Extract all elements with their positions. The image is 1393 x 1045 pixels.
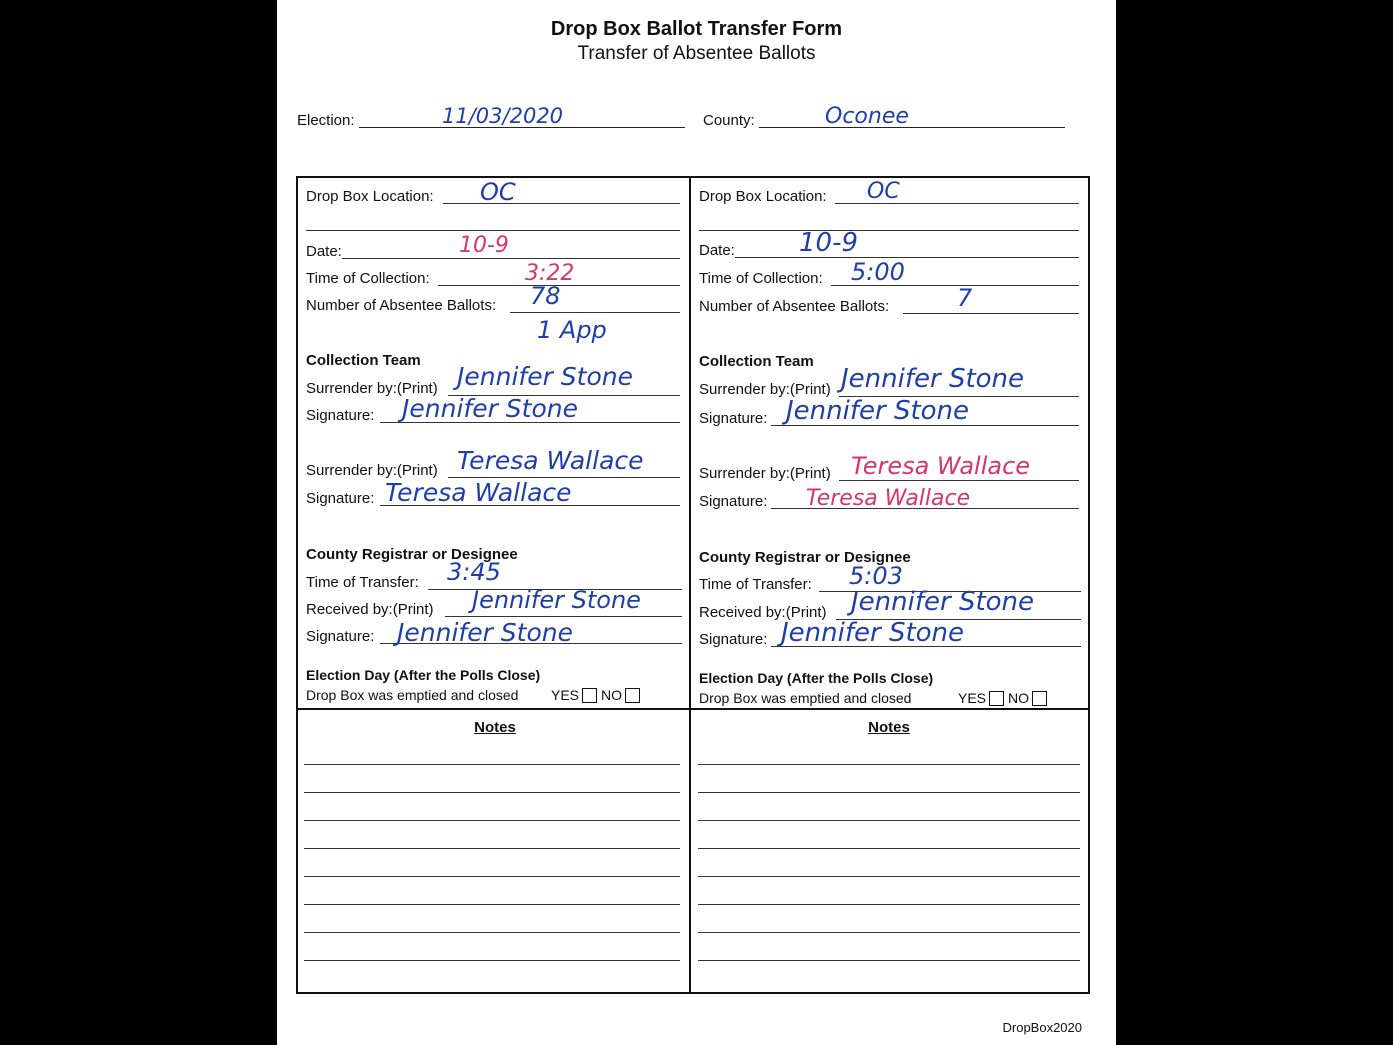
notes-line: [304, 932, 680, 933]
surrender1-signature: Jennifer Stone: [402, 394, 578, 423]
location-label: Drop Box Location:: [699, 188, 827, 205]
form-page: [277, 0, 1116, 1045]
received-line: [445, 616, 682, 617]
surrender2-print: Teresa Wallace: [457, 446, 644, 475]
surrender2-print: Teresa Wallace: [851, 452, 1031, 480]
yes-no-group: [958, 690, 1051, 706]
notes-line: [304, 764, 680, 765]
notes-heading: Notes: [474, 719, 516, 736]
yes-label: YES: [551, 687, 580, 703]
registrar-heading: County Registrar or Designee: [699, 549, 911, 566]
election-value: 11/03/2020: [442, 104, 564, 128]
registrar-heading: County Registrar or Designee: [306, 546, 518, 563]
num-ballots-value: 7: [957, 284, 973, 312]
election-day-heading: Election Day (After the Polls Close): [699, 670, 934, 686]
notes-line: [698, 960, 1080, 961]
date-label: Date:: [306, 243, 342, 260]
notes-line: [698, 792, 1080, 793]
date-label: Date:: [699, 242, 735, 259]
surrender1-signature: Jennifer Stone: [786, 396, 970, 426]
surrender2-signature: Teresa Wallace: [385, 478, 572, 507]
yes-checkbox[interactable]: [989, 691, 1004, 706]
received-label: Received by:(Print): [699, 604, 827, 621]
collection-team-heading: Collection Team: [306, 352, 421, 369]
surrender1-sig-label: Signature:: [306, 407, 375, 424]
location-value: OC: [867, 179, 900, 204]
surrender1-print: Jennifer Stone: [457, 362, 633, 391]
notes-line: [304, 960, 680, 961]
election-day-heading: Election Day (After the Polls Close): [306, 667, 541, 683]
yes-no-group: [551, 687, 644, 703]
no-label: NO: [1008, 690, 1030, 706]
received-sig-label: Signature:: [699, 631, 768, 648]
received-print: Jennifer Stone: [851, 587, 1035, 617]
time-collection-value: 3:22: [525, 261, 575, 286]
surrender1-print: Jennifer Stone: [841, 364, 1025, 394]
time-collection-value: 5:00: [851, 258, 905, 286]
notes-line: [304, 876, 680, 877]
surrender1-label: Surrender by:(Print): [699, 381, 831, 398]
no-label: NO: [601, 687, 623, 703]
notes-line: [698, 876, 1080, 877]
entry-column-1: [297, 176, 693, 994]
date-line: [342, 258, 680, 259]
surrender1-sig-label: Signature:: [699, 410, 768, 427]
notes-heading: Notes: [868, 719, 910, 736]
notes-line: [304, 904, 680, 905]
county-value: Oconee: [825, 104, 909, 129]
received-signature: Jennifer Stone: [397, 618, 573, 647]
no-checkbox[interactable]: [625, 688, 640, 703]
form-subtitle: Transfer of Absentee Ballots: [577, 43, 816, 64]
time-collection-label: Time of Collection:: [699, 270, 823, 287]
time-transfer-label: Time of Transfer:: [306, 574, 419, 591]
num-ballots-line: [903, 313, 1079, 314]
surrender1-label: Surrender by:(Print): [306, 380, 438, 397]
num-ballots-value: 78: [530, 282, 561, 310]
extra-note: 1 App: [537, 316, 607, 344]
notes-line: [698, 904, 1080, 905]
time-transfer-value: 5:03: [849, 562, 903, 590]
notes-line: [698, 848, 1080, 849]
num-ballots-label: Number of Absentee Ballots:: [306, 297, 497, 314]
received-print: Jennifer Stone: [472, 586, 641, 614]
surrender2-label: Surrender by:(Print): [306, 462, 438, 479]
date-value: 10-9: [799, 228, 859, 258]
surrender2-sig-label: Signature:: [306, 490, 375, 507]
notes-line: [698, 932, 1080, 933]
emptied-label: Drop Box was emptied and closed: [699, 690, 912, 706]
notes-line: [698, 764, 1080, 765]
date-value: 10-9: [459, 233, 509, 258]
location-line-2: [306, 230, 680, 231]
form-footer: DropBox2020: [1002, 1020, 1082, 1035]
notes-line: [304, 792, 680, 793]
surrender2-line: [839, 480, 1079, 481]
num-ballots-line: [510, 312, 680, 313]
entry-column-2: [691, 176, 1087, 994]
surrender2-signature: Teresa Wallace: [806, 486, 971, 511]
yes-label: YES: [958, 690, 987, 706]
notes-line: [304, 820, 680, 821]
election-label: Election:: [297, 112, 355, 129]
form-title: Drop Box Ballot Transfer Form: [550, 18, 843, 40]
location-label: Drop Box Location:: [306, 188, 434, 205]
no-checkbox[interactable]: [1032, 691, 1047, 706]
surrender2-label: Surrender by:(Print): [699, 465, 831, 482]
surrender2-sig-label: Signature:: [699, 493, 768, 510]
received-signature: Jennifer Stone: [781, 618, 965, 648]
location-value: OC: [480, 178, 516, 206]
date-line: [735, 257, 1079, 258]
yes-checkbox[interactable]: [582, 688, 597, 703]
county-label: County:: [703, 112, 755, 129]
location-line-2: [699, 230, 1079, 231]
time-transfer-value: 3:45: [447, 558, 501, 586]
county-line: [759, 127, 1065, 128]
notes-line: [698, 820, 1080, 821]
notes-line: [304, 848, 680, 849]
location-line: [443, 203, 680, 204]
time-transfer-label: Time of Transfer:: [699, 576, 812, 593]
emptied-label: Drop Box was emptied and closed: [306, 687, 519, 703]
time-collection-label: Time of Collection:: [306, 270, 430, 287]
received-label: Received by:(Print): [306, 601, 434, 618]
received-sig-label: Signature:: [306, 628, 375, 645]
collection-team-heading: Collection Team: [699, 353, 814, 370]
num-ballots-label: Number of Absentee Ballots:: [699, 298, 890, 315]
